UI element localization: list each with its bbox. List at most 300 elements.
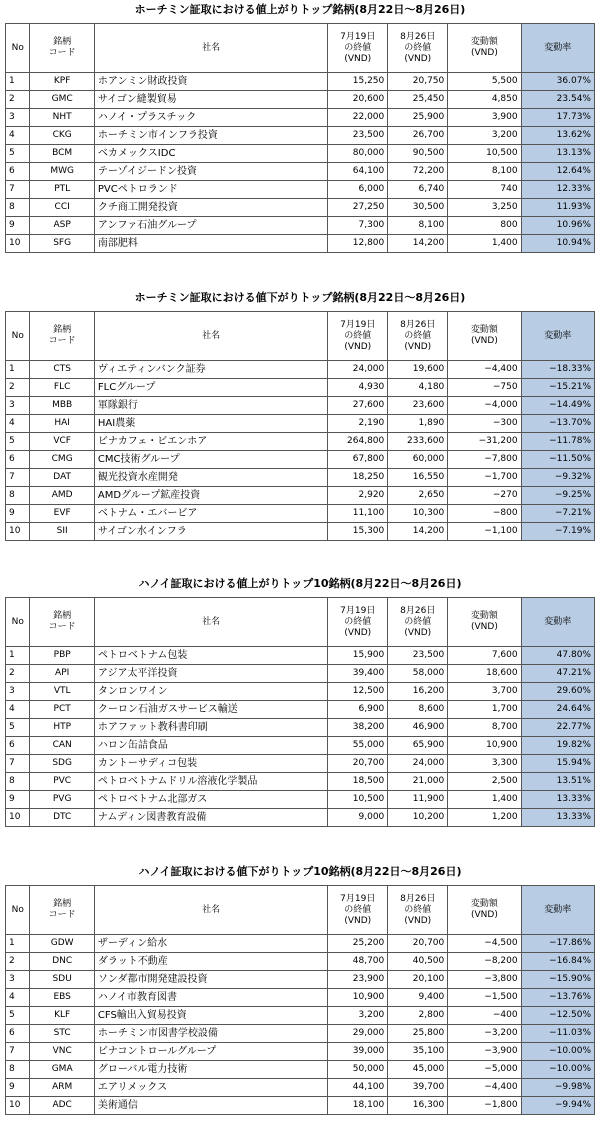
close-jul19: 23,500 (328, 127, 388, 145)
close-aug26: 6,740 (388, 181, 448, 199)
close-aug26: 2,800 (388, 1007, 448, 1025)
close-jul19: 25,200 (328, 935, 388, 953)
table-row (6, 809, 595, 827)
stock-code: CCI (30, 199, 94, 217)
close-aug26: 233,600 (388, 433, 448, 451)
ranking-section (0, 862, 600, 1111)
ranking-section (0, 0, 600, 249)
table-row (6, 1079, 595, 1097)
change-rate: −15.90% (521, 971, 594, 989)
change-rate: 10.96% (521, 217, 594, 235)
section-title: ハノイ証取における値下がりトップ10銘柄(8月22日～8月26日) (138, 865, 462, 878)
row-no: 9 (6, 1079, 30, 1097)
change-amount: −4,000 (448, 397, 521, 415)
header-close-aug26: 8月26日 の終値 (VND) (388, 886, 448, 935)
row-no: 4 (6, 701, 30, 719)
row-no: 10 (6, 523, 30, 541)
close-aug26: 8,600 (388, 701, 448, 719)
header-change-amount: 変動額 (VND) (448, 886, 521, 935)
row-no: 3 (6, 971, 30, 989)
change-rate: −17.86% (521, 935, 594, 953)
close-jul19: 12,500 (328, 683, 388, 701)
ranking-section (0, 288, 600, 537)
change-amount: 800 (448, 217, 521, 235)
close-jul19: 2,190 (328, 415, 388, 433)
row-no: 3 (6, 683, 30, 701)
close-aug26: 10,200 (388, 809, 448, 827)
change-rate: 13.13% (521, 145, 594, 163)
change-amount: −31,200 (448, 433, 521, 451)
change-rate: 11.93% (521, 199, 594, 217)
close-jul19: 10,500 (328, 791, 388, 809)
stock-code: ARM (30, 1079, 94, 1097)
change-rate: 24.64% (521, 701, 594, 719)
change-rate: 12.64% (521, 163, 594, 181)
table-row (6, 469, 595, 487)
table-row (6, 217, 595, 235)
header-row (6, 24, 595, 73)
company-name: ハロン缶詰食品 (94, 737, 327, 755)
close-jul19: 18,500 (328, 773, 388, 791)
stock-code: EBS (30, 989, 94, 1007)
stock-code: EVF (30, 505, 94, 523)
change-amount: −3,200 (448, 1025, 521, 1043)
stock-code: HAI (30, 415, 94, 433)
change-rate: −15.21% (521, 379, 594, 397)
table-row (6, 73, 595, 91)
change-amount: 5,500 (448, 73, 521, 91)
header-name: 社名 (94, 598, 327, 647)
header-name: 社名 (94, 312, 327, 361)
stock-code: PBP (30, 647, 94, 665)
row-no: 9 (6, 791, 30, 809)
close-aug26: 40,500 (388, 953, 448, 971)
change-rate: 13.51% (521, 773, 594, 791)
company-name: アジア太平洋投資 (94, 665, 327, 683)
table-row (6, 127, 595, 145)
row-no: 7 (6, 755, 30, 773)
close-jul19: 15,300 (328, 523, 388, 541)
close-aug26: 16,200 (388, 683, 448, 701)
change-rate: 15.94% (521, 755, 594, 773)
header-close-aug26: 8月26日 の終値 (VND) (388, 312, 448, 361)
header-close-jul19: 7月19日 の終値 (VND) (328, 598, 388, 647)
row-no: 5 (6, 1007, 30, 1025)
company-name: 観光投資水産開発 (94, 469, 327, 487)
stock-code: NHT (30, 109, 94, 127)
table-row (6, 1007, 595, 1025)
close-aug26: 9,400 (388, 989, 448, 1007)
header-no: No (6, 24, 30, 73)
change-rate: 17.73% (521, 109, 594, 127)
header-code: 銘柄 コード (30, 598, 94, 647)
company-name: カントーサディコ包装 (94, 755, 327, 773)
header-change-rate: 変動率 (521, 312, 594, 361)
table-row (6, 1043, 595, 1061)
header-no: No (6, 886, 30, 935)
company-name: クチ商工開発投資 (94, 199, 327, 217)
change-amount: −4,400 (448, 1079, 521, 1097)
close-aug26: 20,100 (388, 971, 448, 989)
company-name: ザーディン給水 (94, 935, 327, 953)
close-jul19: 7,300 (328, 217, 388, 235)
stock-code: STC (30, 1025, 94, 1043)
row-no: 8 (6, 1061, 30, 1079)
company-name: ベカメックスIDC (94, 145, 327, 163)
change-amount: 4,850 (448, 91, 521, 109)
stock-code: CMG (30, 451, 94, 469)
change-rate: 47.80% (521, 647, 594, 665)
close-aug26: 30,500 (388, 199, 448, 217)
close-aug26: 11,900 (388, 791, 448, 809)
stock-code: PCT (30, 701, 94, 719)
close-aug26: 2,650 (388, 487, 448, 505)
change-amount: 1,200 (448, 809, 521, 827)
change-amount: 8,700 (448, 719, 521, 737)
close-jul19: 39,400 (328, 665, 388, 683)
stock-code: DTC (30, 809, 94, 827)
header-close-aug26: 8月26日 の終値 (VND) (388, 598, 448, 647)
close-aug26: 19,600 (388, 361, 448, 379)
change-amount: −1,700 (448, 469, 521, 487)
company-name: クーロン石油ガスサービス輸送 (94, 701, 327, 719)
table-row (6, 953, 595, 971)
change-rate: −11.78% (521, 433, 594, 451)
stock-code: BCM (30, 145, 94, 163)
table-row (6, 1025, 595, 1043)
change-amount: 7,600 (448, 647, 521, 665)
row-no: 3 (6, 397, 30, 415)
header-code: 銘柄 コード (30, 312, 94, 361)
change-rate: 19.82% (521, 737, 594, 755)
table-row (6, 379, 595, 397)
company-name: ビナコントロールグループ (94, 1043, 327, 1061)
close-aug26: 23,600 (388, 397, 448, 415)
table-row (6, 683, 595, 701)
close-aug26: 20,750 (388, 73, 448, 91)
row-no: 8 (6, 487, 30, 505)
close-jul19: 264,800 (328, 433, 388, 451)
company-name: HAI農薬 (94, 415, 327, 433)
header-change-amount: 変動額 (VND) (448, 598, 521, 647)
row-no: 5 (6, 433, 30, 451)
change-amount: −1,500 (448, 989, 521, 1007)
row-no: 4 (6, 127, 30, 145)
close-jul19: 23,900 (328, 971, 388, 989)
table-row (6, 1097, 595, 1115)
company-name: アンファ石油グループ (94, 217, 327, 235)
change-amount: 8,100 (448, 163, 521, 181)
row-no: 2 (6, 91, 30, 109)
company-name: CFS輸出入貿易投資 (94, 1007, 327, 1025)
row-no: 6 (6, 1025, 30, 1043)
close-aug26: 26,700 (388, 127, 448, 145)
change-amount: −4,400 (448, 361, 521, 379)
close-aug26: 16,550 (388, 469, 448, 487)
header-name: 社名 (94, 886, 327, 935)
close-jul19: 27,250 (328, 199, 388, 217)
row-no: 6 (6, 451, 30, 469)
stock-code: VNC (30, 1043, 94, 1061)
company-name: ペトロベトナム包装 (94, 647, 327, 665)
change-amount: −4,500 (448, 935, 521, 953)
close-aug26: 4,180 (388, 379, 448, 397)
stock-code: SFG (30, 235, 94, 253)
close-jul19: 20,700 (328, 755, 388, 773)
close-jul19: 9,000 (328, 809, 388, 827)
stock-code: CTS (30, 361, 94, 379)
change-rate: −13.76% (521, 989, 594, 1007)
company-name: ホーチミン市インフラ投資 (94, 127, 327, 145)
change-rate: 13.62% (521, 127, 594, 145)
change-rate: −10.00% (521, 1061, 594, 1079)
header-no: No (6, 598, 30, 647)
close-jul19: 27,600 (328, 397, 388, 415)
company-name: サイゴン縫製貿易 (94, 91, 327, 109)
change-amount: −1,800 (448, 1097, 521, 1115)
header-row (6, 312, 595, 361)
close-jul19: 38,200 (328, 719, 388, 737)
table-row (6, 737, 595, 755)
change-amount: −750 (448, 379, 521, 397)
close-jul19: 80,000 (328, 145, 388, 163)
close-aug26: 46,900 (388, 719, 448, 737)
stock-code: API (30, 665, 94, 683)
stock-code: ASP (30, 217, 94, 235)
change-amount: −5,000 (448, 1061, 521, 1079)
row-no: 8 (6, 773, 30, 791)
close-jul19: 39,000 (328, 1043, 388, 1061)
change-rate: −9.94% (521, 1097, 594, 1115)
company-name: ベトナム・エバービア (94, 505, 327, 523)
change-amount: 2,500 (448, 773, 521, 791)
company-name: ホーチミン市図書学校設備 (94, 1025, 327, 1043)
change-rate: −11.50% (521, 451, 594, 469)
close-aug26: 20,700 (388, 935, 448, 953)
change-rate: −16.84% (521, 953, 594, 971)
close-aug26: 1,890 (388, 415, 448, 433)
company-name: サイゴン水インフラ (94, 523, 327, 541)
change-amount: 3,250 (448, 199, 521, 217)
stock-code: KLF (30, 1007, 94, 1025)
table-row (6, 487, 595, 505)
table-row (6, 755, 595, 773)
close-aug26: 60,000 (388, 451, 448, 469)
change-rate: −9.32% (521, 469, 594, 487)
close-aug26: 39,700 (388, 1079, 448, 1097)
stock-code: AMD (30, 487, 94, 505)
company-name: ヴィエティンバンク証券 (94, 361, 327, 379)
table-row (6, 451, 595, 469)
change-rate: −7.19% (521, 523, 594, 541)
header-row (6, 598, 595, 647)
stock-code: SDU (30, 971, 94, 989)
close-jul19: 10,900 (328, 989, 388, 1007)
close-jul19: 48,700 (328, 953, 388, 971)
ranking-table (5, 885, 595, 1115)
stock-code: PTL (30, 181, 94, 199)
close-aug26: 23,500 (388, 647, 448, 665)
row-no: 3 (6, 109, 30, 127)
close-jul19: 11,100 (328, 505, 388, 523)
table-row (6, 665, 595, 683)
change-rate: −14.49% (521, 397, 594, 415)
close-aug26: 14,200 (388, 523, 448, 541)
close-aug26: 45,000 (388, 1061, 448, 1079)
close-jul19: 2,920 (328, 487, 388, 505)
change-rate: −10.00% (521, 1043, 594, 1061)
close-jul19: 18,250 (328, 469, 388, 487)
company-name: ナムディン図書教育設備 (94, 809, 327, 827)
change-amount: −3,900 (448, 1043, 521, 1061)
close-aug26: 10,300 (388, 505, 448, 523)
change-amount: −3,800 (448, 971, 521, 989)
close-jul19: 64,100 (328, 163, 388, 181)
row-no: 10 (6, 235, 30, 253)
company-name: グローバル電力技術 (94, 1061, 327, 1079)
stock-code: DAT (30, 469, 94, 487)
table-row (6, 163, 595, 181)
company-name: テーゾイジードン投資 (94, 163, 327, 181)
stock-code: FLC (30, 379, 94, 397)
row-no: 10 (6, 809, 30, 827)
table-row (6, 935, 595, 953)
change-amount: −300 (448, 415, 521, 433)
row-no: 2 (6, 665, 30, 683)
company-name: CMC技術グループ (94, 451, 327, 469)
close-aug26: 25,450 (388, 91, 448, 109)
header-code: 銘柄 コード (30, 886, 94, 935)
change-amount: 3,700 (448, 683, 521, 701)
table-row (6, 523, 595, 541)
stock-code: VTL (30, 683, 94, 701)
ranking-table (5, 23, 595, 253)
close-aug26: 16,300 (388, 1097, 448, 1115)
table-row (6, 181, 595, 199)
change-amount: 1,700 (448, 701, 521, 719)
table-row (6, 971, 595, 989)
change-rate: 23.54% (521, 91, 594, 109)
table-row (6, 415, 595, 433)
header-change-amount: 変動額 (VND) (448, 24, 521, 73)
close-aug26: 24,000 (388, 755, 448, 773)
close-aug26: 25,800 (388, 1025, 448, 1043)
row-no: 1 (6, 73, 30, 91)
close-jul19: 20,600 (328, 91, 388, 109)
change-rate: 22.77% (521, 719, 594, 737)
row-no: 7 (6, 181, 30, 199)
change-amount: 3,900 (448, 109, 521, 127)
close-jul19: 6,000 (328, 181, 388, 199)
row-no: 1 (6, 361, 30, 379)
change-amount: −7,800 (448, 451, 521, 469)
row-no: 6 (6, 737, 30, 755)
close-jul19: 15,900 (328, 647, 388, 665)
close-jul19: 18,100 (328, 1097, 388, 1115)
table-row (6, 433, 595, 451)
table-row (6, 145, 595, 163)
table-row (6, 235, 595, 253)
row-no: 5 (6, 719, 30, 737)
close-jul19: 67,800 (328, 451, 388, 469)
company-name: ビナカフェ・ビエンホア (94, 433, 327, 451)
close-jul19: 12,800 (328, 235, 388, 253)
row-no: 1 (6, 647, 30, 665)
table-row (6, 989, 595, 1007)
table-row (6, 91, 595, 109)
header-change-rate: 変動率 (521, 598, 594, 647)
table-row (6, 505, 595, 523)
header-close-jul19: 7月19日 の終値 (VND) (328, 312, 388, 361)
header-no: No (6, 312, 30, 361)
row-no: 9 (6, 505, 30, 523)
close-aug26: 14,200 (388, 235, 448, 253)
stock-code: GMA (30, 1061, 94, 1079)
change-amount: 1,400 (448, 235, 521, 253)
stock-code: DNC (30, 953, 94, 971)
change-rate: −13.70% (521, 415, 594, 433)
ranking-section (0, 574, 600, 823)
section-title: ホーチミン証取における値上がりトップ銘柄(8月22日～8月26日) (134, 3, 466, 16)
table-row (6, 647, 595, 665)
header-close-jul19: 7月19日 の終値 (VND) (328, 24, 388, 73)
stock-code: PVG (30, 791, 94, 809)
change-rate: −9.98% (521, 1079, 594, 1097)
ranking-table (5, 597, 595, 827)
change-rate: 47.21% (521, 665, 594, 683)
change-amount: −8,200 (448, 953, 521, 971)
change-rate: 10.94% (521, 235, 594, 253)
close-aug26: 35,100 (388, 1043, 448, 1061)
row-no: 4 (6, 989, 30, 1007)
table-row (6, 199, 595, 217)
close-jul19: 15,250 (328, 73, 388, 91)
company-name: 美術通信 (94, 1097, 327, 1115)
change-rate: −18.33% (521, 361, 594, 379)
company-name: エアリメックス (94, 1079, 327, 1097)
table-row (6, 791, 595, 809)
close-aug26: 58,000 (388, 665, 448, 683)
row-no: 8 (6, 199, 30, 217)
company-name: ホアンミン財政投資 (94, 73, 327, 91)
change-amount: 18,600 (448, 665, 521, 683)
change-rate: −9.25% (521, 487, 594, 505)
close-jul19: 22,000 (328, 109, 388, 127)
row-no: 5 (6, 145, 30, 163)
close-aug26: 8,100 (388, 217, 448, 235)
company-name: 南部肥料 (94, 235, 327, 253)
stock-code: SDG (30, 755, 94, 773)
change-rate: −12.50% (521, 1007, 594, 1025)
stock-code: PVC (30, 773, 94, 791)
row-no: 7 (6, 1043, 30, 1061)
stock-code: SII (30, 523, 94, 541)
stock-code: KPF (30, 73, 94, 91)
company-name: タンロンワイン (94, 683, 327, 701)
company-name: ホアファット教科書印刷 (94, 719, 327, 737)
stock-code: CAN (30, 737, 94, 755)
change-rate: 13.33% (521, 791, 594, 809)
change-amount: 3,200 (448, 127, 521, 145)
stock-code: MWG (30, 163, 94, 181)
company-name: FLCグループ (94, 379, 327, 397)
company-name: ペトロベトナムドリル溶液化学製品 (94, 773, 327, 791)
change-rate: −7.21% (521, 505, 594, 523)
header-close-jul19: 7月19日 の終値 (VND) (328, 886, 388, 935)
change-rate: 12.33% (521, 181, 594, 199)
company-name: PVCペトロランド (94, 181, 327, 199)
stock-code: HTP (30, 719, 94, 737)
